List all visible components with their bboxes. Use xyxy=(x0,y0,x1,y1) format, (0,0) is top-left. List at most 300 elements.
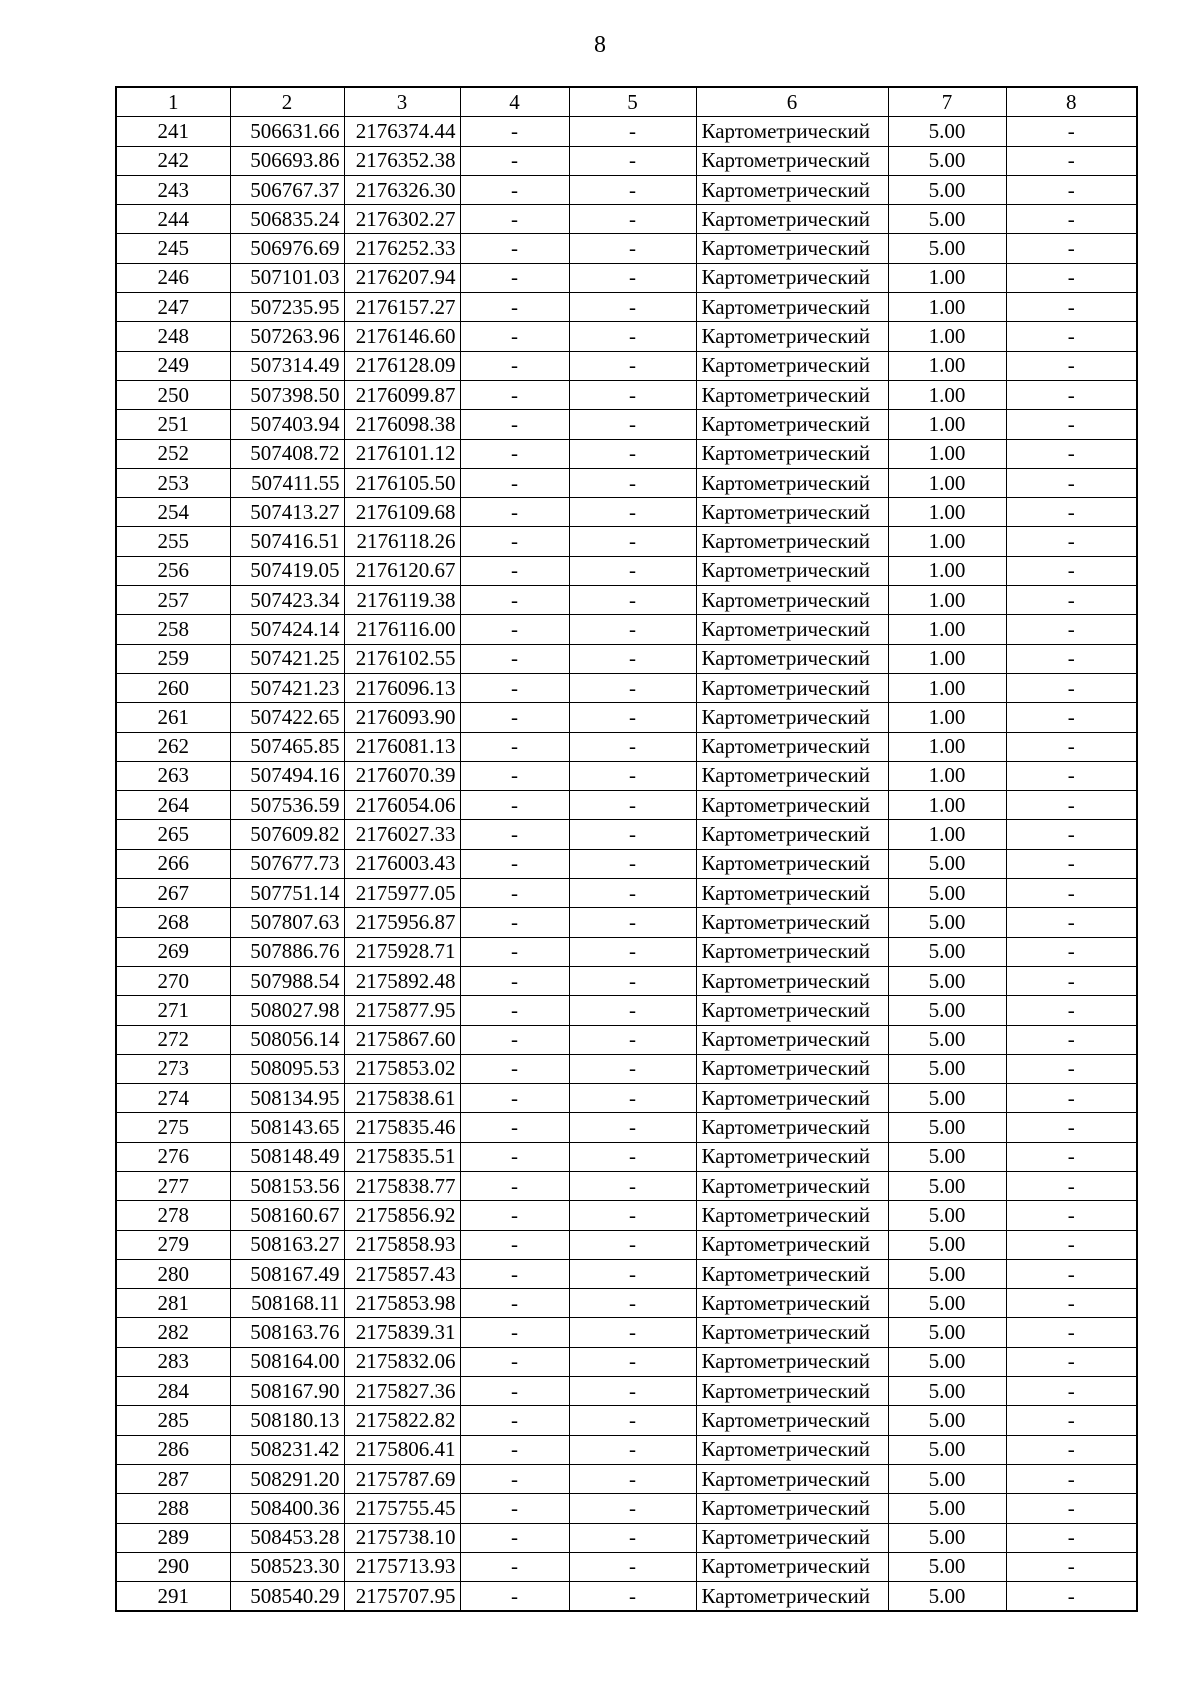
point-number-cell: 270 xyxy=(116,966,230,995)
col8-cell: - xyxy=(1006,1523,1137,1552)
accuracy-cell: 5.00 xyxy=(888,1377,1006,1406)
point-number-cell: 274 xyxy=(116,1084,230,1113)
col8-cell: - xyxy=(1006,879,1137,908)
col8-cell: - xyxy=(1006,908,1137,937)
col4-cell: - xyxy=(460,1142,569,1171)
col4-cell: - xyxy=(460,966,569,995)
table-row xyxy=(116,1084,1137,1113)
y-coordinate-cell: 2176054.06 xyxy=(344,791,460,820)
accuracy-cell: 5.00 xyxy=(888,1289,1006,1318)
x-coordinate-cell: 508168.11 xyxy=(230,1289,344,1318)
x-coordinate-cell: 508134.95 xyxy=(230,1084,344,1113)
col8-cell: - xyxy=(1006,849,1137,878)
x-coordinate-cell: 507536.59 xyxy=(230,791,344,820)
col8-cell: - xyxy=(1006,1552,1137,1581)
col8-cell: - xyxy=(1006,322,1137,351)
accuracy-cell: 1.00 xyxy=(888,732,1006,761)
y-coordinate-cell: 2176326.30 xyxy=(344,175,460,204)
method-cell: Картометрический xyxy=(696,703,888,732)
accuracy-cell: 5.00 xyxy=(888,937,1006,966)
col8-cell: - xyxy=(1006,1464,1137,1493)
col4-cell: - xyxy=(460,586,569,615)
accuracy-cell: 1.00 xyxy=(888,820,1006,849)
col4-cell: - xyxy=(460,1054,569,1083)
accuracy-cell: 1.00 xyxy=(888,468,1006,497)
col5-cell: - xyxy=(569,1201,696,1230)
y-coordinate-cell: 2175838.61 xyxy=(344,1084,460,1113)
col8-cell: - xyxy=(1006,644,1137,673)
col4-cell: - xyxy=(460,439,569,468)
x-coordinate-cell: 508167.90 xyxy=(230,1377,344,1406)
col8-cell: - xyxy=(1006,1259,1137,1288)
table-row xyxy=(116,468,1137,497)
y-coordinate-cell: 2176081.13 xyxy=(344,732,460,761)
col4-cell: - xyxy=(460,1464,569,1493)
col5-cell: - xyxy=(569,820,696,849)
method-cell: Картометрический xyxy=(696,586,888,615)
col5-cell: - xyxy=(569,673,696,702)
col8-cell: - xyxy=(1006,966,1137,995)
table-row xyxy=(116,1025,1137,1054)
point-number-cell: 247 xyxy=(116,293,230,322)
point-number-cell: 285 xyxy=(116,1406,230,1435)
method-cell: Картометрический xyxy=(696,1230,888,1259)
accuracy-cell: 1.00 xyxy=(888,586,1006,615)
table-row xyxy=(116,410,1137,439)
col8-cell: - xyxy=(1006,615,1137,644)
col8-cell: - xyxy=(1006,1318,1137,1347)
col8-cell: - xyxy=(1006,527,1137,556)
table-row xyxy=(116,996,1137,1025)
table-row xyxy=(116,1230,1137,1259)
point-number-cell: 281 xyxy=(116,1289,230,1318)
accuracy-cell: 5.00 xyxy=(888,1582,1006,1612)
point-number-cell: 287 xyxy=(116,1464,230,1493)
col5-cell: - xyxy=(569,879,696,908)
accuracy-cell: 5.00 xyxy=(888,1259,1006,1288)
method-cell: Картометрический xyxy=(696,1201,888,1230)
point-number-cell: 256 xyxy=(116,556,230,585)
x-coordinate-cell: 508143.65 xyxy=(230,1113,344,1142)
method-cell: Картометрический xyxy=(696,293,888,322)
col4-cell: - xyxy=(460,644,569,673)
method-cell: Картометрический xyxy=(696,1582,888,1612)
accuracy-cell: 5.00 xyxy=(888,1142,1006,1171)
method-cell: Картометрический xyxy=(696,996,888,1025)
col5-cell: - xyxy=(569,498,696,527)
y-coordinate-cell: 2175827.36 xyxy=(344,1377,460,1406)
column-header: 4 xyxy=(460,87,569,117)
table-row xyxy=(116,937,1137,966)
col8-cell: - xyxy=(1006,205,1137,234)
y-coordinate-cell: 2176120.67 xyxy=(344,556,460,585)
col4-cell: - xyxy=(460,673,569,702)
accuracy-cell: 1.00 xyxy=(888,761,1006,790)
method-cell: Картометрический xyxy=(696,1318,888,1347)
col5-cell: - xyxy=(569,1552,696,1581)
column-header: 2 xyxy=(230,87,344,117)
col5-cell: - xyxy=(569,1523,696,1552)
table-row xyxy=(116,1582,1137,1612)
col4-cell: - xyxy=(460,1230,569,1259)
x-coordinate-cell: 506631.66 xyxy=(230,117,344,146)
col4-cell: - xyxy=(460,761,569,790)
col4-cell: - xyxy=(460,175,569,204)
y-coordinate-cell: 2175928.71 xyxy=(344,937,460,966)
x-coordinate-cell: 507494.16 xyxy=(230,761,344,790)
col4-cell: - xyxy=(460,703,569,732)
y-coordinate-cell: 2175839.31 xyxy=(344,1318,460,1347)
x-coordinate-cell: 508095.53 xyxy=(230,1054,344,1083)
method-cell: Картометрический xyxy=(696,234,888,263)
table-row xyxy=(116,1494,1137,1523)
col8-cell: - xyxy=(1006,498,1137,527)
col8-cell: - xyxy=(1006,117,1137,146)
accuracy-cell: 5.00 xyxy=(888,117,1006,146)
y-coordinate-cell: 2175858.93 xyxy=(344,1230,460,1259)
col5-cell: - xyxy=(569,1113,696,1142)
y-coordinate-cell: 2176003.43 xyxy=(344,849,460,878)
method-cell: Картометрический xyxy=(696,263,888,292)
method-cell: Картометрический xyxy=(696,1494,888,1523)
col5-cell: - xyxy=(569,380,696,409)
accuracy-cell: 1.00 xyxy=(888,791,1006,820)
table-row xyxy=(116,380,1137,409)
y-coordinate-cell: 2176352.38 xyxy=(344,146,460,175)
table-row xyxy=(116,146,1137,175)
table-row xyxy=(116,1523,1137,1552)
table-row xyxy=(116,1552,1137,1581)
col8-cell: - xyxy=(1006,468,1137,497)
col4-cell: - xyxy=(460,322,569,351)
method-cell: Картометрический xyxy=(696,791,888,820)
x-coordinate-cell: 507419.05 xyxy=(230,556,344,585)
col5-cell: - xyxy=(569,263,696,292)
col4-cell: - xyxy=(460,908,569,937)
col8-cell: - xyxy=(1006,146,1137,175)
y-coordinate-cell: 2175892.48 xyxy=(344,966,460,995)
table-row xyxy=(116,1201,1137,1230)
accuracy-cell: 1.00 xyxy=(888,293,1006,322)
col4-cell: - xyxy=(460,410,569,439)
point-number-cell: 286 xyxy=(116,1435,230,1464)
method-cell: Картометрический xyxy=(696,615,888,644)
point-number-cell: 259 xyxy=(116,644,230,673)
y-coordinate-cell: 2176105.50 xyxy=(344,468,460,497)
point-number-cell: 268 xyxy=(116,908,230,937)
method-cell: Картометрический xyxy=(696,1084,888,1113)
col5-cell: - xyxy=(569,1054,696,1083)
coordinates-table xyxy=(115,86,1138,1612)
y-coordinate-cell: 2176207.94 xyxy=(344,263,460,292)
method-cell: Картометрический xyxy=(696,468,888,497)
point-number-cell: 283 xyxy=(116,1347,230,1376)
point-number-cell: 261 xyxy=(116,703,230,732)
table-row xyxy=(116,1318,1137,1347)
col5-cell: - xyxy=(569,908,696,937)
point-number-cell: 269 xyxy=(116,937,230,966)
point-number-cell: 243 xyxy=(116,175,230,204)
method-cell: Картометрический xyxy=(696,1406,888,1435)
col8-cell: - xyxy=(1006,1494,1137,1523)
table-row xyxy=(116,175,1137,204)
table-row xyxy=(116,263,1137,292)
y-coordinate-cell: 2176096.13 xyxy=(344,673,460,702)
col5-cell: - xyxy=(569,1582,696,1612)
col4-cell: - xyxy=(460,234,569,263)
col4-cell: - xyxy=(460,1025,569,1054)
method-cell: Картометрический xyxy=(696,1347,888,1376)
accuracy-cell: 5.00 xyxy=(888,1171,1006,1200)
accuracy-cell: 5.00 xyxy=(888,234,1006,263)
table-row xyxy=(116,1377,1137,1406)
point-number-cell: 271 xyxy=(116,996,230,1025)
col5-cell: - xyxy=(569,586,696,615)
col8-cell: - xyxy=(1006,1230,1137,1259)
col4-cell: - xyxy=(460,351,569,380)
x-coordinate-cell: 507235.95 xyxy=(230,293,344,322)
method-cell: Картометрический xyxy=(696,175,888,204)
x-coordinate-cell: 507886.76 xyxy=(230,937,344,966)
method-cell: Картометрический xyxy=(696,966,888,995)
x-coordinate-cell: 507421.25 xyxy=(230,644,344,673)
col8-cell: - xyxy=(1006,380,1137,409)
col4-cell: - xyxy=(460,293,569,322)
method-cell: Картометрический xyxy=(696,820,888,849)
y-coordinate-cell: 2176101.12 xyxy=(344,439,460,468)
col8-cell: - xyxy=(1006,1289,1137,1318)
point-number-cell: 255 xyxy=(116,527,230,556)
method-cell: Картометрический xyxy=(696,556,888,585)
y-coordinate-cell: 2176128.09 xyxy=(344,351,460,380)
col8-cell: - xyxy=(1006,263,1137,292)
y-coordinate-cell: 2176109.68 xyxy=(344,498,460,527)
col5-cell: - xyxy=(569,791,696,820)
x-coordinate-cell: 508163.27 xyxy=(230,1230,344,1259)
col8-cell: - xyxy=(1006,791,1137,820)
point-number-cell: 262 xyxy=(116,732,230,761)
col8-cell: - xyxy=(1006,556,1137,585)
y-coordinate-cell: 2176027.33 xyxy=(344,820,460,849)
table-row xyxy=(116,761,1137,790)
x-coordinate-cell: 508453.28 xyxy=(230,1523,344,1552)
col8-cell: - xyxy=(1006,703,1137,732)
col8-cell: - xyxy=(1006,1142,1137,1171)
col8-cell: - xyxy=(1006,1113,1137,1142)
col8-cell: - xyxy=(1006,234,1137,263)
y-coordinate-cell: 2175856.92 xyxy=(344,1201,460,1230)
accuracy-cell: 5.00 xyxy=(888,1054,1006,1083)
y-coordinate-cell: 2175838.77 xyxy=(344,1171,460,1200)
table-row xyxy=(116,234,1137,263)
x-coordinate-cell: 506976.69 xyxy=(230,234,344,263)
col8-cell: - xyxy=(1006,1084,1137,1113)
y-coordinate-cell: 2175835.51 xyxy=(344,1142,460,1171)
method-cell: Картометрический xyxy=(696,322,888,351)
table-row xyxy=(116,439,1137,468)
col4-cell: - xyxy=(460,879,569,908)
y-coordinate-cell: 2175806.41 xyxy=(344,1435,460,1464)
y-coordinate-cell: 2175853.02 xyxy=(344,1054,460,1083)
col4-cell: - xyxy=(460,1377,569,1406)
x-coordinate-cell: 507403.94 xyxy=(230,410,344,439)
point-number-cell: 284 xyxy=(116,1377,230,1406)
point-number-cell: 246 xyxy=(116,263,230,292)
col8-cell: - xyxy=(1006,820,1137,849)
col5-cell: - xyxy=(569,761,696,790)
col4-cell: - xyxy=(460,820,569,849)
col5-cell: - xyxy=(569,644,696,673)
col4-cell: - xyxy=(460,1494,569,1523)
x-coordinate-cell: 507398.50 xyxy=(230,380,344,409)
x-coordinate-cell: 507677.73 xyxy=(230,849,344,878)
method-cell: Картометрический xyxy=(696,1523,888,1552)
method-cell: Картометрический xyxy=(696,879,888,908)
method-cell: Картометрический xyxy=(696,1025,888,1054)
table-row xyxy=(116,1171,1137,1200)
x-coordinate-cell: 507423.34 xyxy=(230,586,344,615)
col5-cell: - xyxy=(569,146,696,175)
col5-cell: - xyxy=(569,234,696,263)
method-cell: Картометрический xyxy=(696,1464,888,1493)
x-coordinate-cell: 506693.86 xyxy=(230,146,344,175)
method-cell: Картометрический xyxy=(696,410,888,439)
point-number-cell: 253 xyxy=(116,468,230,497)
col5-cell: - xyxy=(569,1025,696,1054)
col8-cell: - xyxy=(1006,1201,1137,1230)
col5-cell: - xyxy=(569,732,696,761)
accuracy-cell: 5.00 xyxy=(888,1494,1006,1523)
y-coordinate-cell: 2175853.98 xyxy=(344,1289,460,1318)
point-number-cell: 249 xyxy=(116,351,230,380)
x-coordinate-cell: 507101.03 xyxy=(230,263,344,292)
method-cell: Картометрический xyxy=(696,1289,888,1318)
x-coordinate-cell: 508148.49 xyxy=(230,1142,344,1171)
method-cell: Картометрический xyxy=(696,1259,888,1288)
col4-cell: - xyxy=(460,205,569,234)
x-coordinate-cell: 507609.82 xyxy=(230,820,344,849)
method-cell: Картометрический xyxy=(696,439,888,468)
col8-cell: - xyxy=(1006,410,1137,439)
point-number-cell: 282 xyxy=(116,1318,230,1347)
col5-cell: - xyxy=(569,1464,696,1493)
accuracy-cell: 5.00 xyxy=(888,908,1006,937)
col4-cell: - xyxy=(460,849,569,878)
col8-cell: - xyxy=(1006,175,1137,204)
y-coordinate-cell: 2175956.87 xyxy=(344,908,460,937)
point-number-cell: 264 xyxy=(116,791,230,820)
col5-cell: - xyxy=(569,293,696,322)
col5-cell: - xyxy=(569,1142,696,1171)
method-cell: Картометрический xyxy=(696,732,888,761)
col4-cell: - xyxy=(460,468,569,497)
col5-cell: - xyxy=(569,1435,696,1464)
point-number-cell: 273 xyxy=(116,1054,230,1083)
column-header: 1 xyxy=(116,87,230,117)
x-coordinate-cell: 508540.29 xyxy=(230,1582,344,1612)
x-coordinate-cell: 507314.49 xyxy=(230,351,344,380)
point-number-cell: 258 xyxy=(116,615,230,644)
col5-cell: - xyxy=(569,937,696,966)
x-coordinate-cell: 507416.51 xyxy=(230,527,344,556)
method-cell: Картометрический xyxy=(696,205,888,234)
y-coordinate-cell: 2176157.27 xyxy=(344,293,460,322)
table-row xyxy=(116,644,1137,673)
x-coordinate-cell: 507408.72 xyxy=(230,439,344,468)
col4-cell: - xyxy=(460,1435,569,1464)
method-cell: Картометрический xyxy=(696,761,888,790)
col4-cell: - xyxy=(460,146,569,175)
table-row xyxy=(116,527,1137,556)
method-cell: Картометрический xyxy=(696,1113,888,1142)
col8-cell: - xyxy=(1006,673,1137,702)
table-row xyxy=(116,615,1137,644)
accuracy-cell: 5.00 xyxy=(888,1084,1006,1113)
point-number-cell: 275 xyxy=(116,1113,230,1142)
table-header-row xyxy=(116,87,1137,117)
column-header: 3 xyxy=(344,87,460,117)
table-body xyxy=(116,117,1137,1612)
table-row xyxy=(116,908,1137,937)
y-coordinate-cell: 2175832.06 xyxy=(344,1347,460,1376)
method-cell: Картометрический xyxy=(696,1552,888,1581)
y-coordinate-cell: 2176102.55 xyxy=(344,644,460,673)
method-cell: Картометрический xyxy=(696,849,888,878)
col5-cell: - xyxy=(569,1171,696,1200)
y-coordinate-cell: 2176116.00 xyxy=(344,615,460,644)
point-number-cell: 277 xyxy=(116,1171,230,1200)
point-number-cell: 252 xyxy=(116,439,230,468)
table-row xyxy=(116,820,1137,849)
y-coordinate-cell: 2176099.87 xyxy=(344,380,460,409)
column-header: 5 xyxy=(569,87,696,117)
col8-cell: - xyxy=(1006,293,1137,322)
col5-cell: - xyxy=(569,1377,696,1406)
y-coordinate-cell: 2175857.43 xyxy=(344,1259,460,1288)
accuracy-cell: 1.00 xyxy=(888,644,1006,673)
col8-cell: - xyxy=(1006,761,1137,790)
accuracy-cell: 5.00 xyxy=(888,1113,1006,1142)
point-number-cell: 245 xyxy=(116,234,230,263)
point-number-cell: 267 xyxy=(116,879,230,908)
col4-cell: - xyxy=(460,1552,569,1581)
table-row xyxy=(116,117,1137,146)
accuracy-cell: 1.00 xyxy=(888,615,1006,644)
column-header: 7 xyxy=(888,87,1006,117)
accuracy-cell: 1.00 xyxy=(888,498,1006,527)
accuracy-cell: 5.00 xyxy=(888,849,1006,878)
point-number-cell: 248 xyxy=(116,322,230,351)
accuracy-cell: 5.00 xyxy=(888,966,1006,995)
col4-cell: - xyxy=(460,556,569,585)
x-coordinate-cell: 508291.20 xyxy=(230,1464,344,1493)
x-coordinate-cell: 506767.37 xyxy=(230,175,344,204)
y-coordinate-cell: 2175713.93 xyxy=(344,1552,460,1581)
method-cell: Картометрический xyxy=(696,1171,888,1200)
accuracy-cell: 5.00 xyxy=(888,1464,1006,1493)
method-cell: Картометрический xyxy=(696,908,888,937)
x-coordinate-cell: 507424.14 xyxy=(230,615,344,644)
y-coordinate-cell: 2176119.38 xyxy=(344,586,460,615)
col8-cell: - xyxy=(1006,586,1137,615)
column-header: 6 xyxy=(696,87,888,117)
method-cell: Картометрический xyxy=(696,498,888,527)
col5-cell: - xyxy=(569,527,696,556)
col8-cell: - xyxy=(1006,1582,1137,1612)
y-coordinate-cell: 2176302.27 xyxy=(344,205,460,234)
x-coordinate-cell: 507421.23 xyxy=(230,673,344,702)
method-cell: Картометрический xyxy=(696,1435,888,1464)
